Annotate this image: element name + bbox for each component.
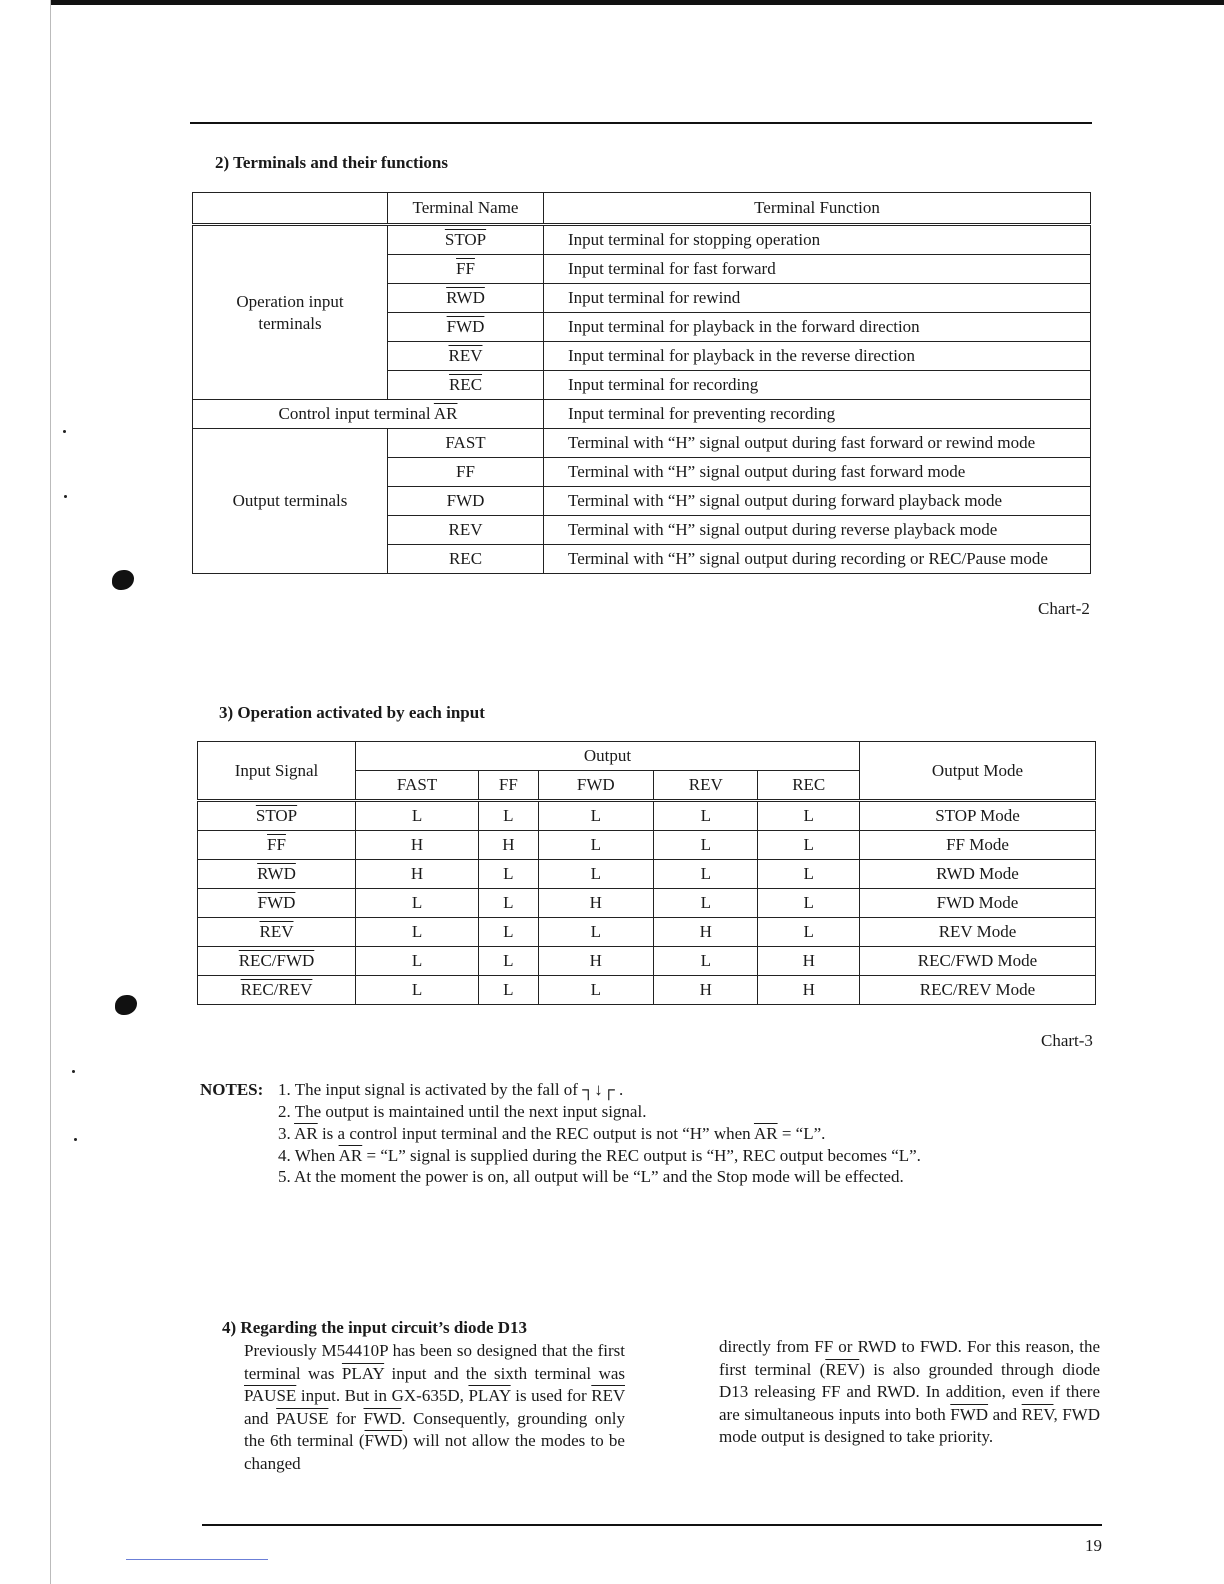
table-row: [198, 976, 1096, 1005]
output-level-cell: L: [356, 976, 479, 1005]
output-mode-cell: STOP Mode: [860, 801, 1096, 831]
terminal-function: Input terminal for fast forward: [544, 255, 1091, 284]
paragraph-text: and: [244, 1408, 277, 1428]
output-level-cell: L: [356, 801, 479, 831]
paragraph-text: ) is also grounded through diode D13 releasing FF and RWD. In addition, even if there are simultaneous inputs into both: [719, 1359, 1100, 1424]
table-row: [193, 225, 1091, 255]
output-level-cell: L: [758, 801, 860, 831]
paragraph-text: for: [328, 1408, 364, 1428]
note-1: [278, 1080, 623, 1100]
output-level-cell: H: [479, 831, 538, 860]
header-input-signal: Input Signal: [198, 742, 356, 801]
scan-speck: [74, 1138, 77, 1141]
section3-title: 3) Operation activated by each input: [219, 703, 485, 722]
group-output-terminals: Output terminals: [193, 429, 388, 574]
output-level-cell: H: [758, 947, 860, 976]
output-level-cell: L: [479, 976, 538, 1005]
input-signal: $\overline{REV}$: [259, 922, 294, 941]
overlined-term: $\overline{REV}$: [591, 1386, 625, 1405]
header-col-fwd: FWD: [538, 771, 654, 801]
table-row: [198, 918, 1096, 947]
output-level-cell: L: [479, 918, 538, 947]
note-1-text: 1. The input signal is activated by the fall of: [278, 1080, 583, 1099]
terminal-function: Input terminal for playback in the reverse direction: [544, 342, 1091, 371]
note-3: 3. $\overline{AR}$ is a control input terminal and the REC output is not “H” when $\overline{AR}$ = “L”.: [278, 1124, 826, 1143]
output-level-cell: L: [356, 947, 479, 976]
input-signal-cell: [198, 889, 356, 918]
control-input-label: Control input terminal: [278, 404, 434, 423]
table-row: [198, 860, 1096, 889]
output-level-cell: H: [654, 918, 758, 947]
control-input-cell: [193, 400, 544, 429]
note-5: 5. At the moment the power is on, all output will be “L” and the Stop mode will be effected.: [278, 1167, 904, 1186]
page-number: 19: [1085, 1536, 1102, 1555]
table-row: [198, 889, 1096, 918]
header-output: Output: [356, 742, 860, 771]
scan-speck: [64, 495, 67, 498]
terminal-function: Terminal with “H” signal output during forward playback mode: [544, 487, 1091, 516]
terminal-function: Terminal with “H” signal output during fast forward or rewind mode: [544, 429, 1091, 458]
terminal-name: $\overline{REC}$: [448, 375, 483, 394]
note-4: 4. When $\overline{AR}$ = “L” signal is supplied during the REC output is “H”, REC output becomes “L”.: [278, 1146, 921, 1165]
output-level-cell: L: [356, 889, 479, 918]
table-row: [193, 400, 1091, 429]
paragraph-text: . Consequently, grounding only the 6th terminal (: [244, 1408, 626, 1450]
chart3-label: Chart-3: [1041, 1031, 1093, 1050]
top-border: [50, 0, 1224, 5]
table-header-row: [198, 742, 1096, 771]
header-output-mode: Output Mode: [860, 742, 1096, 801]
overlined-term: $\overline{REV}$: [825, 1359, 860, 1379]
input-signal: REC/REV: [240, 980, 313, 999]
header-terminal-function: Terminal Function: [544, 193, 1091, 225]
binder-hole-mark: [112, 570, 134, 590]
terminal-name: $\overline{REV}$: [448, 346, 483, 365]
table-row: [193, 429, 1091, 458]
note-2: 2. The output is maintained until the next input signal.: [278, 1102, 647, 1121]
output-mode-cell: RWD Mode: [860, 860, 1096, 889]
input-signal-cell: [198, 947, 356, 976]
paragraph-text: and: [988, 1404, 1022, 1424]
output-level-cell: H: [356, 860, 479, 889]
output-level-cell: L: [758, 918, 860, 947]
paragraph-text: , FWD mode output is designed to take priority.: [719, 1404, 1100, 1446]
terminal-name: REV: [388, 516, 544, 545]
output-level-cell: L: [654, 889, 758, 918]
terminal-function: Input terminal for playback in the forward direction: [544, 313, 1091, 342]
output-level-cell: L: [654, 801, 758, 831]
output-level-cell: L: [538, 918, 654, 947]
input-signal-cell: [198, 918, 356, 947]
input-signal: $\overline{RWD}$: [257, 864, 296, 883]
output-level-cell: H: [538, 889, 654, 918]
terminal-name: FWD: [388, 487, 544, 516]
paragraph-text: is used for: [510, 1386, 592, 1405]
header-col-rev: REV: [654, 771, 758, 801]
ar-label: $\overline{AR}$: [338, 1146, 363, 1165]
output-level-cell: H: [654, 976, 758, 1005]
header-terminal-name: Terminal Name: [388, 193, 544, 225]
overlined-term: PAUSE: [244, 1386, 297, 1405]
terminal-function: Input terminal for recording: [544, 371, 1091, 400]
ar-label: $\overline{AR}$: [294, 1124, 318, 1143]
output-level-cell: L: [479, 947, 538, 976]
footer-rule: [202, 1524, 1102, 1526]
output-level-cell: H: [758, 976, 860, 1005]
output-level-cell: L: [538, 976, 654, 1005]
left-margin-line: [50, 0, 51, 1584]
ar-label: $\overline{AR}$: [753, 1124, 778, 1143]
output-mode-cell: FF Mode: [860, 831, 1096, 860]
output-level-cell: L: [479, 801, 538, 831]
overlined-term: PLAY: [341, 1363, 385, 1383]
output-level-cell: L: [538, 860, 654, 889]
output-level-cell: L: [356, 918, 479, 947]
output-level-cell: L: [654, 831, 758, 860]
terminal-function: Terminal with “H” signal output during reverse playback mode: [544, 516, 1091, 545]
section2-title: 2) Terminals and their functions: [215, 153, 449, 172]
section4-right-column: [719, 1336, 1100, 1449]
terminal-function: Input terminal for rewind: [544, 284, 1091, 313]
header-blank-cell: [193, 193, 388, 225]
terminal-function: Terminal with “H” signal output during fast forward mode: [544, 458, 1091, 487]
input-signal: REC/FWD: [238, 951, 315, 970]
section4-title: 4) Regarding the input circuit’s diode D13: [222, 1318, 528, 1337]
scan-speck: [72, 1070, 75, 1073]
chart2-label: Chart-2: [1038, 599, 1090, 618]
output-level-cell: L: [538, 831, 654, 860]
terminal-name: FAST: [388, 429, 544, 458]
output-level-cell: L: [654, 947, 758, 976]
header-col-rec: REC: [758, 771, 860, 801]
input-signal-cell: [198, 976, 356, 1005]
output-mode-cell: FWD Mode: [860, 889, 1096, 918]
output-mode-cell: REC/FWD Mode: [860, 947, 1096, 976]
output-mode-cell: REC/REV Mode: [860, 976, 1096, 1005]
terminal-function: Input terminal for stopping operation: [544, 225, 1091, 255]
binder-hole-mark: [115, 995, 137, 1015]
output-mode-cell: REV Mode: [860, 918, 1096, 947]
output-level-cell: L: [758, 889, 860, 918]
output-level-cell: L: [479, 860, 538, 889]
paragraph-text: input. But in GX-635D,: [296, 1386, 469, 1405]
footer-link-line: [126, 1559, 268, 1560]
paragraph-text: input and the sixth terminal was: [384, 1363, 626, 1383]
terminal-name: STOP: [444, 230, 487, 249]
terminals-table: [192, 192, 1091, 574]
overlined-term: $\overline{REV}$: [1021, 1404, 1054, 1424]
overlined-term: $\overline{FWD}$: [363, 1408, 402, 1428]
paragraph-text: directly from FF or RWD to FWD. For this reason, the first terminal (: [719, 1337, 1100, 1379]
paragraph-text: ) will not allow the modes to be changed: [244, 1431, 625, 1473]
table-header-row: [193, 193, 1091, 225]
terminal-name: FF: [388, 458, 544, 487]
control-input-ar: $\overline{AR}$: [433, 404, 458, 423]
input-signal: STOP: [255, 806, 298, 825]
scan-speck: [63, 430, 66, 433]
header-col-ff: FF: [479, 771, 538, 801]
terminal-function: Terminal with “H” signal output during recording or REC/Pause mode: [544, 545, 1091, 574]
output-level-cell: L: [654, 860, 758, 889]
input-signal-cell: [198, 860, 356, 889]
output-level-cell: L: [538, 801, 654, 831]
output-level-cell: L: [479, 889, 538, 918]
output-level-cell: L: [758, 860, 860, 889]
input-signal-cell: [198, 831, 356, 860]
operation-table-body: [198, 801, 1096, 1005]
terminal-function: Input terminal for preventing recording: [544, 400, 1091, 429]
header-rule: [190, 122, 1092, 124]
falling-edge-symbol: ┐↓┌ .: [582, 1080, 624, 1099]
overlined-term: PAUSE: [276, 1408, 329, 1428]
terminal-name: $\overline{FWD}$: [446, 317, 485, 336]
table-row: [198, 801, 1096, 831]
table-row: [198, 831, 1096, 860]
input-signal: $\overline{FF}$: [267, 835, 286, 854]
terminal-name: $\overline{FF}$: [456, 259, 475, 278]
output-level-cell: H: [356, 831, 479, 860]
paragraph-text: Previously M54410P has been so designed that the first terminal was: [244, 1341, 625, 1383]
overlined-term: $\overline{FWD}$: [950, 1404, 989, 1424]
input-signal-cell: [198, 801, 356, 831]
group-operation-input: Operation input terminals: [193, 225, 388, 400]
section4-left-column: [244, 1340, 625, 1475]
notes-title: NOTES:: [200, 1080, 264, 1099]
operation-table: [197, 741, 1096, 1005]
terminal-name: $\overline{RWD}$: [446, 288, 485, 307]
output-level-cell: H: [538, 947, 654, 976]
table-row: [198, 947, 1096, 976]
terminal-name: REC: [388, 545, 544, 574]
input-signal: $\overline{FWD}$: [257, 893, 296, 912]
overlined-term: PLAY: [468, 1386, 511, 1405]
header-col-fast: FAST: [356, 771, 479, 801]
output-level-cell: L: [758, 831, 860, 860]
overlined-term: $\overline{FWD}$: [364, 1431, 403, 1450]
